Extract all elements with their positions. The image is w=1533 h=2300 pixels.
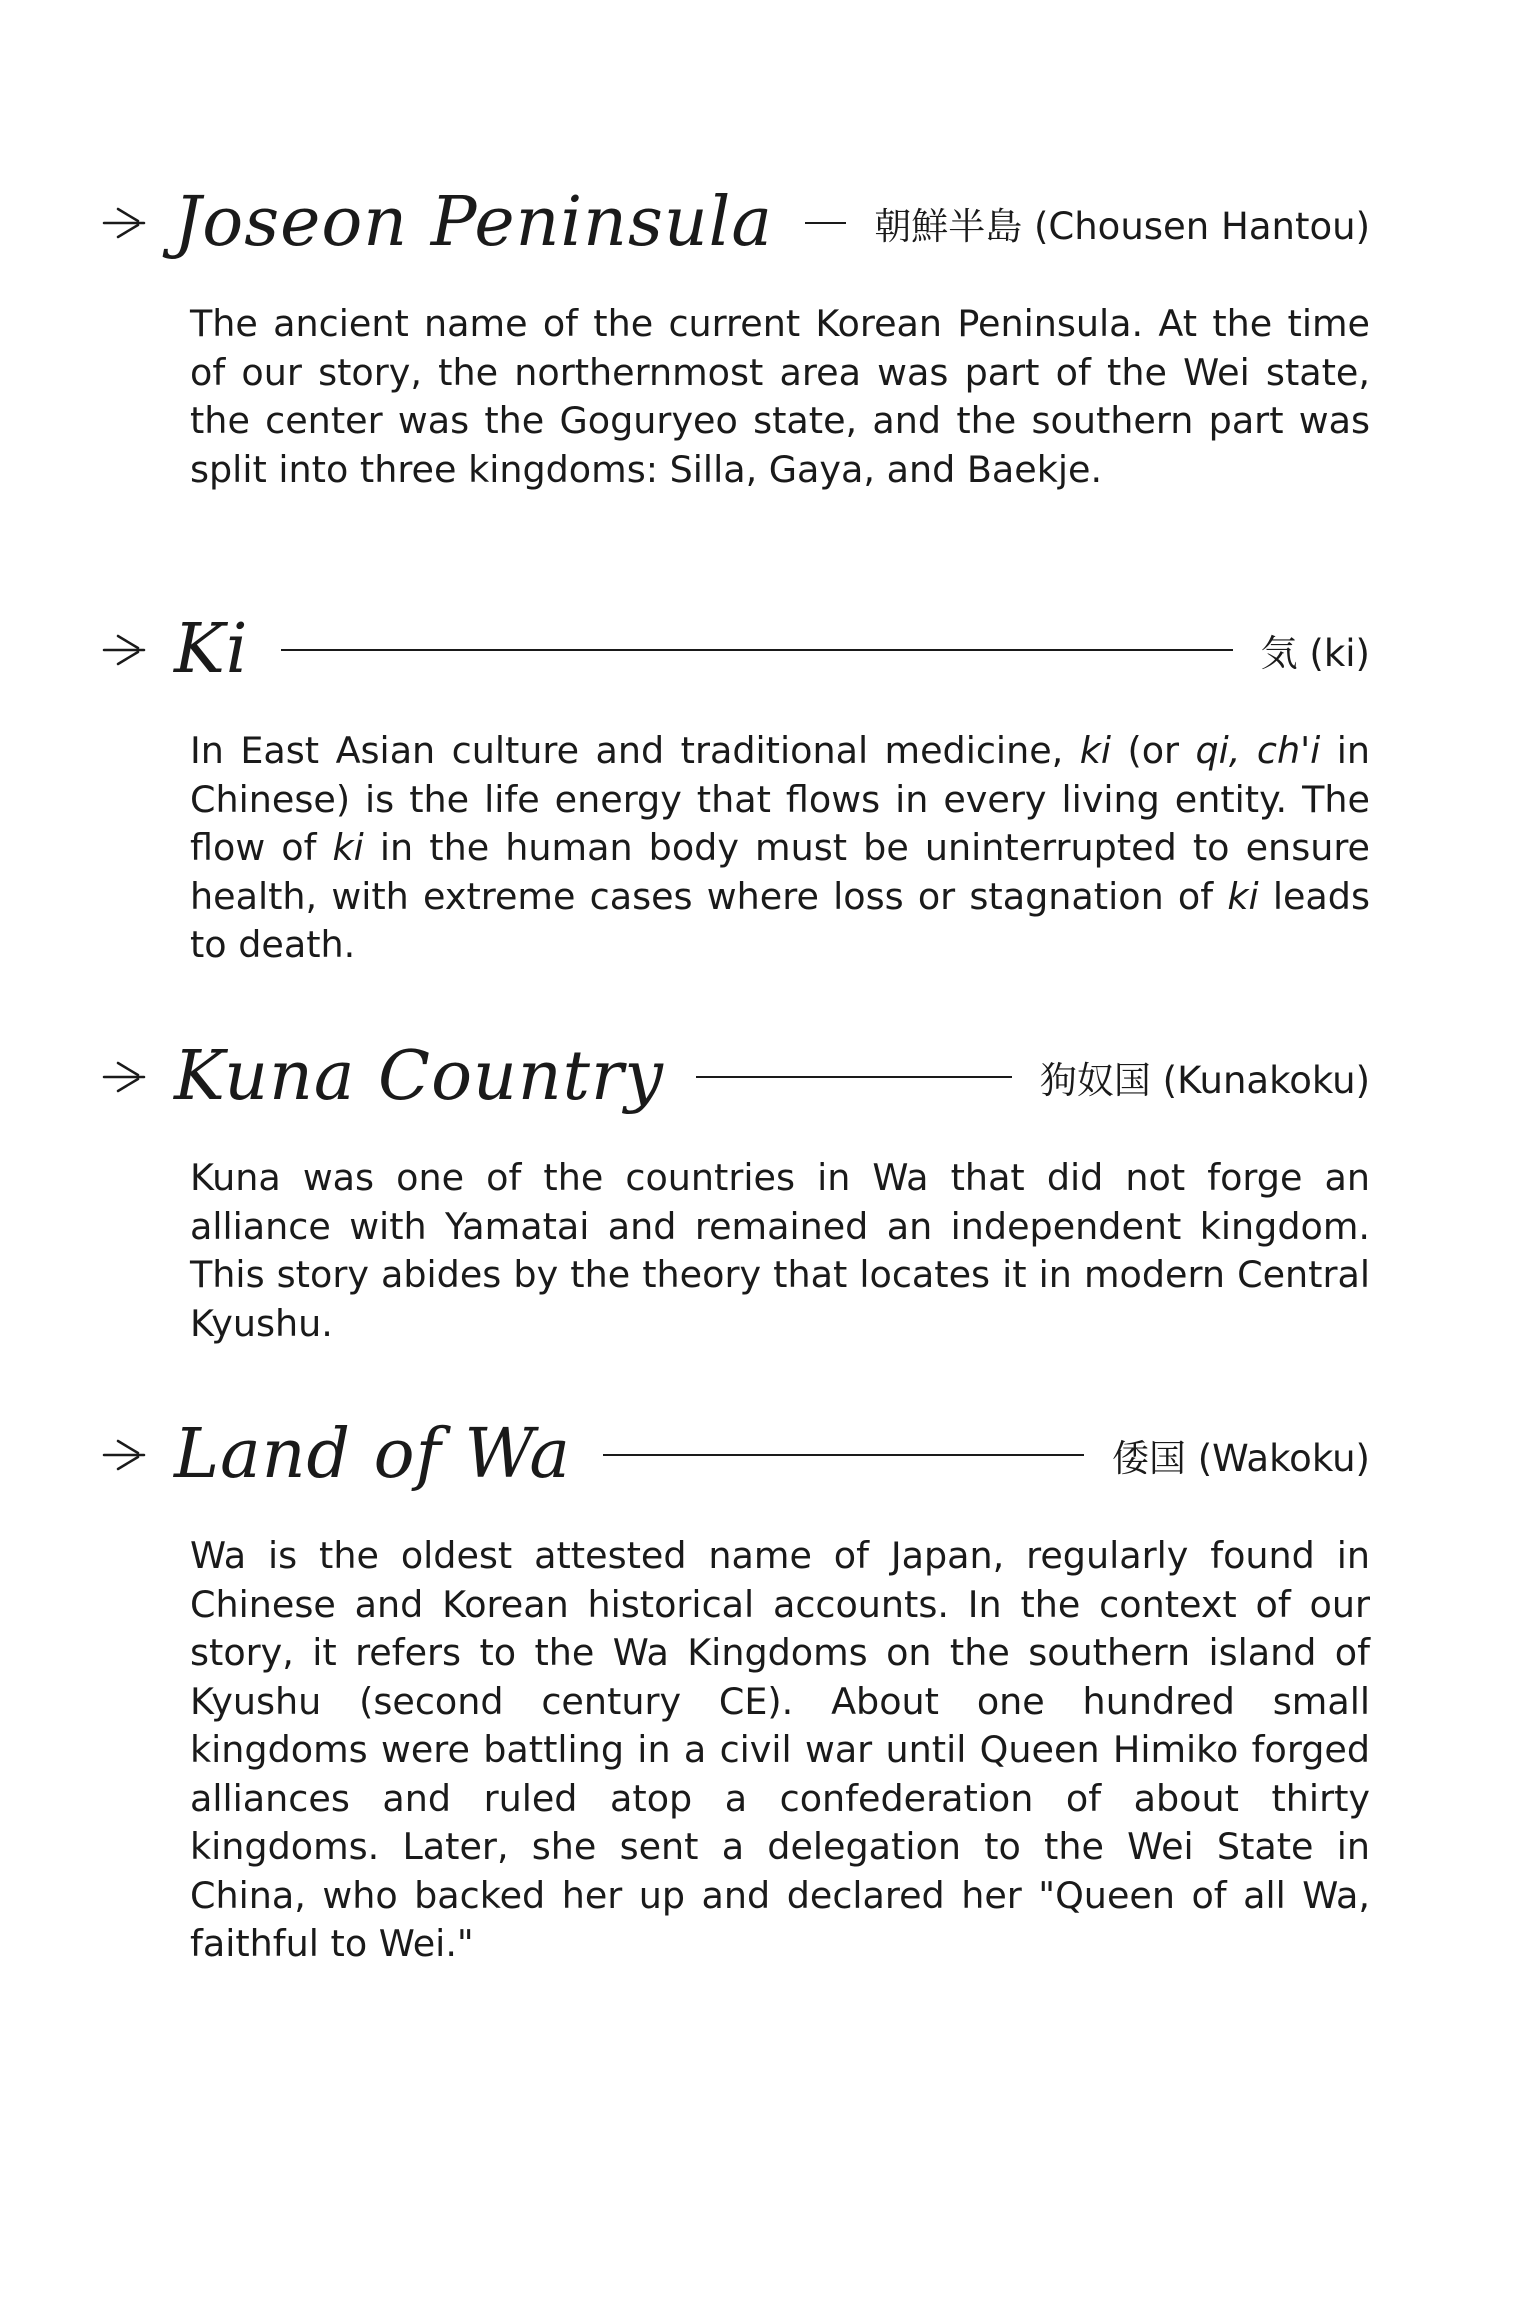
triple-arrow-icon	[100, 624, 152, 676]
entry-term: Ki	[174, 610, 249, 689]
definition-emphasis: ki	[1079, 729, 1112, 772]
definition-text: in Chinese) is the life energy that flows in every living entity. The flow of	[190, 729, 1370, 869]
glossary-entry-kuna-country	[100, 1022, 1370, 1348]
entry-term: Kuna Country	[174, 1037, 664, 1116]
header-rule	[603, 1454, 1084, 1456]
entry-header	[100, 1022, 1370, 1132]
entry-definition: The ancient name of the current Korean Peninsula. At the time of our story, the northernmost area was part of the Wei state, the center was the Goguryeo state, and the southern part was split into three kingdoms: Silla, Gaya, and Baekje.	[190, 302, 1370, 491]
entry-reading: 朝鮮半島 (Chousen Hantou)	[874, 205, 1370, 248]
entry-definition: Kuna was one of the countries in Wa that did not forge an alliance with Yamatai and remained an independent kingdom. This story abides by the theory that locates it in modern Central Kyushu.	[190, 1156, 1370, 1345]
definition-text: in the human body must be uninterrupted to ensure health, with extreme cases where loss or stagnation of	[190, 826, 1371, 918]
definition-emphasis: ki	[1227, 874, 1259, 918]
definition-emphasis: ki	[332, 826, 364, 869]
glossary-entry-land-of-wa	[100, 1400, 1370, 1969]
entry-header	[100, 1400, 1370, 1510]
definition-text: In East Asian culture and traditional medicine,	[190, 729, 1080, 772]
header-rule	[281, 649, 1233, 651]
definition-emphasis: qi, ch'i	[1195, 729, 1321, 772]
entry-definition: Wa is the oldest attested name of Japan, regularly found in Chinese and Korean historical accounts. In the context of our story, it refers to the Wa Kingdoms on the southern island of Kyushu (second century CE). About one hundred small kingdoms were battling in a civil war until Queen Himiko forged alliances and ruled atop a confederation of about thirty kingdoms. Later, she sent a delegation to the Wei State in China, who backed her up and declared her "Queen of all Wa, faithful to Wei."	[190, 1534, 1370, 1965]
entry-reading: 倭国 (Wakoku)	[1111, 1437, 1370, 1480]
entry-definition	[190, 727, 1370, 970]
entry-header	[100, 595, 1370, 705]
entry-reading: 気 (ki)	[1260, 632, 1370, 675]
definition-text: (or	[1111, 729, 1196, 772]
entry-reading: 狗奴国 (Kunakoku)	[1039, 1059, 1370, 1102]
entry-term: Joseon Peninsula	[174, 183, 773, 262]
definition-text: leads to death.	[190, 874, 1370, 966]
entry-header	[100, 168, 1370, 278]
glossary-entry-ki	[100, 595, 1370, 970]
header-rule	[805, 222, 846, 224]
glossary-entry-joseon-peninsula	[100, 168, 1370, 494]
entry-term: Land of Wa	[174, 1415, 571, 1494]
triple-arrow-icon	[100, 197, 152, 249]
triple-arrow-icon	[100, 1429, 152, 1481]
triple-arrow-icon	[100, 1051, 152, 1103]
header-rule	[696, 1076, 1012, 1078]
